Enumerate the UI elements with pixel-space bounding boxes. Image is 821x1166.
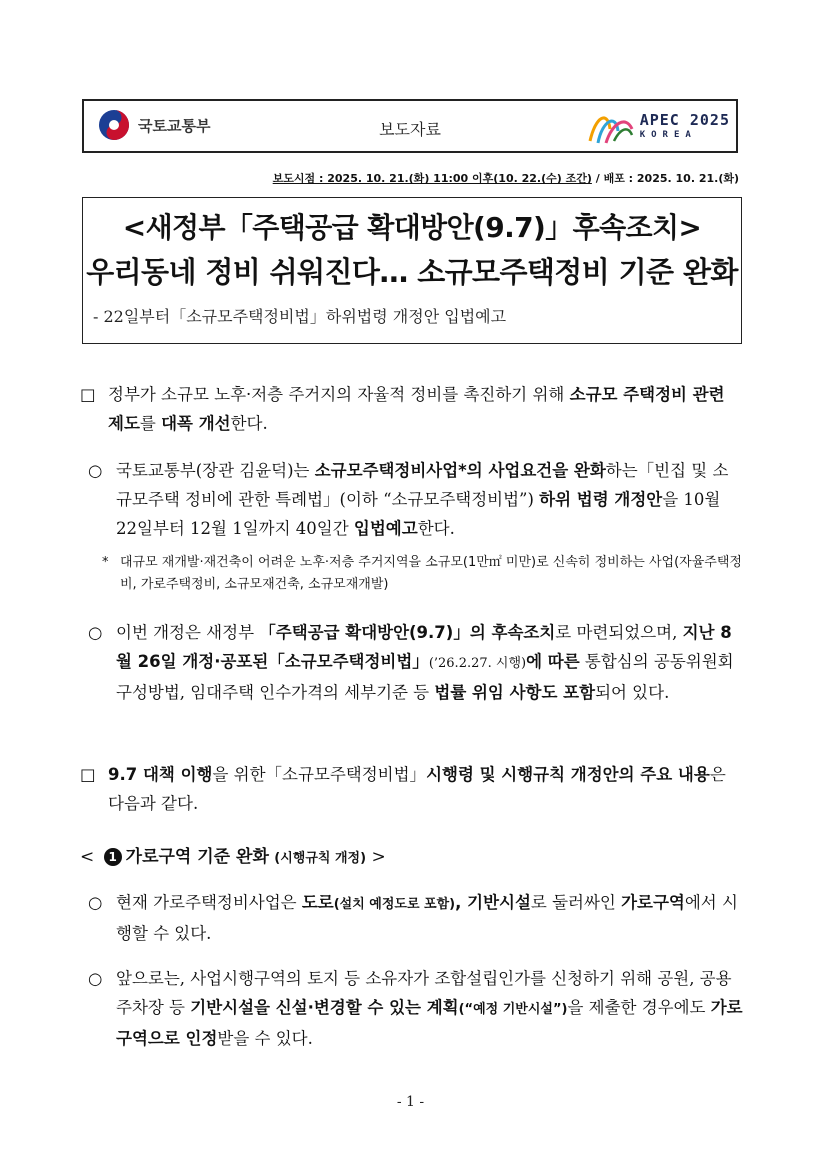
headline-line1: <새정부「주택공급 확대방안(9.7)」후속조치> xyxy=(122,211,702,244)
circle-bullet: ○ xyxy=(88,623,103,642)
headline-line2: 우리동네 정비 쉬워진다… 소규모주택정비 기준 완화 xyxy=(86,255,738,289)
square-bullet: □ xyxy=(80,765,96,784)
embargo-line: 보도시점 : 2025. 10. 21.(화) 11:00 이후(10. 22.(수) 조간) / 배포 : 2025. 10. 21.(화) xyxy=(272,172,739,185)
section-heading-1: < 1 가로구역 기준 완화 (시행규칙 개정) > xyxy=(80,847,386,867)
subtitle: - 22일부터「소규모주택정비법」하위법령 개정안 입법예고 xyxy=(93,307,507,326)
square-bullet: □ xyxy=(80,385,96,404)
paragraph-intro: 정부가 소규모 노후·저층 주거지의 자율적 정비를 촉진하기 위해 소규모 주택정비 관련 제도를 대폭 개선한다. xyxy=(108,385,725,433)
apec-title: APEC 2025 xyxy=(639,110,730,129)
paragraph-new-rule: 앞으로는, 사업시행구역의 토지 등 소유자가 조합설립인가를 신청하기 위해 공원, 공용주차장 등 기반시설을 신설·변경할 수 있는 계획(“예정 기반시설”)을 제출한 경우에도 가로구역으로 인정받을 수 있다. xyxy=(116,969,743,1048)
footnote-text: 대규모 재개발·재건축이 어려운 노후·저층 주거지역을 소규모(1만㎡ 미만)로 신속히 정비하는 사업(자율주택정비, 가로주택정비, 소규모재건축, 소규모재개발) xyxy=(120,555,742,592)
ministry-name: 국토교통부 xyxy=(138,116,211,135)
distribution-time: 배포 : 2025. 10. 21.(화) xyxy=(603,172,739,185)
circled-number-icon: 1 xyxy=(104,848,122,866)
apec-logo xyxy=(586,105,730,147)
title-box xyxy=(82,197,742,344)
document-type: 보도자료 xyxy=(379,120,441,139)
release-time: 보도시점 : 2025. 10. 21.(화) 11:00 이후(10. 22.(수) 조간) xyxy=(272,172,592,185)
circle-bullet: ○ xyxy=(88,893,103,912)
paragraph-revision: 이번 개정은 새정부 「주택공급 확대방안(9.7)」의 후속조치로 마련되었으며, 지난 8월 26일 개정·공포된「소규모주택정비법」(’26.2.27. 시행)에 따른 통합심의 공동위원회 구성방법, 임대주택 인수가격의 세부기준 등 법률 위임 사항도 포함되어 있다. xyxy=(116,623,734,702)
apec-emblem-icon xyxy=(586,105,636,147)
apec-subtitle: KOREA xyxy=(639,129,697,140)
paragraph-current-rule: 현재 가로주택정비사업은 도로(설치 예정도로 포함), 기반시설로 둘러싸인 가로구역에서 시행할 수 있다. xyxy=(116,893,738,943)
circle-bullet: ○ xyxy=(88,461,103,480)
paragraph-ministry: 국토교통부(장관 김윤덕)는 소규모주택정비사업*의 사업요건을 완화하는「빈집 및 소규모주택 정비에 관한 특례법」(이하 “소규모주택정비법”) 하위 법령 개정안을 10월 22일부터 12월 1일까지 40일간 입법예고한다. xyxy=(116,461,729,538)
circle-bullet: ○ xyxy=(88,969,103,988)
footnote-asterisk: * xyxy=(102,555,109,570)
header-box xyxy=(82,99,738,153)
paragraph-summary: 9.7 대책 이행을 위한「소규모주택정비법」시행령 및 시행규칙 개정안의 주요 내용은 다음과 같다. xyxy=(108,765,726,813)
page-number: - 1 - xyxy=(396,1094,425,1110)
